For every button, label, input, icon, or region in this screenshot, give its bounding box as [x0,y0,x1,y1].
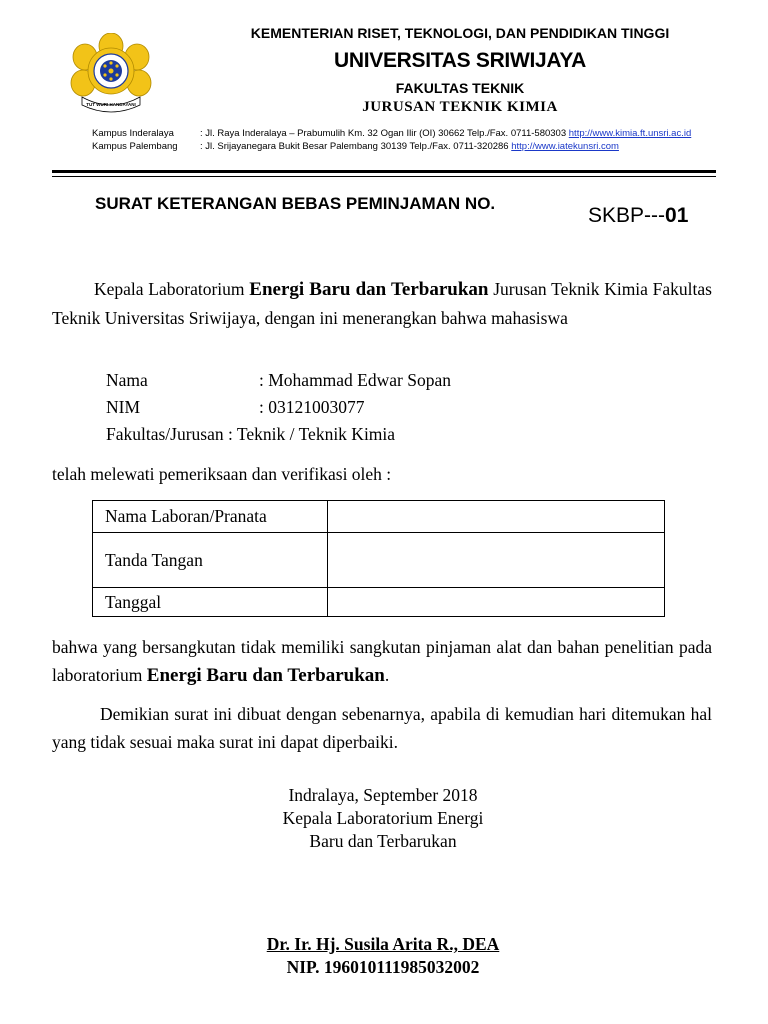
faculty-name: FAKULTAS TEKNIK [395,80,525,96]
address-line-inderalaya [92,128,691,139]
intro-paragraph [52,275,712,332]
closing-paragraph [52,700,712,756]
signer-role-line1: Kepala Laboratorium Energi [282,808,484,828]
field-fakultas [106,424,395,445]
ministry-name: KEMENTERIAN RISET, TEKNOLOGI, DAN PENDIDIKAN TINGGI [250,25,670,41]
field-label: NIM [106,397,141,417]
table-label-cell: Nama Laboran/Pranata [93,501,328,533]
verification-table [92,500,665,617]
table-row [93,533,665,588]
table-value-cell-laboran[interactable] [328,501,665,533]
field-value: : Mohammad Edwar Sopan [259,370,451,390]
number-suffix: 01 [665,204,689,227]
field-label: Fakultas/Jurusan [106,424,224,444]
document-number [588,204,688,228]
place-date: Indralaya, September 2018 [288,785,478,805]
statement-text: bahwa yang bersangkutan tidak memiliki sangkutan pinjaman alat dan bahan penelitian pada laboratorium [52,637,712,685]
statement-paragraph [52,633,712,690]
document-title: SURAT KETERANGAN BEBAS PEMINJAMAN NO. [95,194,496,213]
table-value-cell-signature[interactable] [328,533,665,588]
field-value: : 03121003077 [259,397,365,417]
address-detail: : Jl. Srijayanegara Bukit Besar Palembang 30139 Telp./Fax. 0711-320286 [200,141,512,152]
campus-label: Kampus Palembang [92,141,178,152]
field-label: Nama [106,370,148,390]
address-detail: : Jl. Raya Inderalaya – Prabumulih Km. 32 Ogan Ilir (OI) 30662 Telp./Fax. 0711-580303 [200,128,569,139]
statement-end: . [384,665,390,685]
verification-intro: telah melewati pemeriksaan dan verifikasi oleh : [52,464,392,484]
department-name: JURUSAN TEKNIK KIMIA [362,99,558,115]
intro-text-start: Kepala Laboratorium [94,279,250,299]
table-row [93,501,665,533]
website-link[interactable]: http://www.kimia.ft.unsri.ac.id [568,128,692,139]
website-link[interactable]: http://www.iatekunsri.com [511,141,619,152]
closing-text: Demikian surat ini dibuat dengan sebenarnya, apabila di kemudian hari ditemukan hal yang tidak sesuai maka surat ini dapat diperbaiki. [52,704,712,752]
table-label-cell: Tanggal [93,588,328,617]
table-label-cell: Tanda Tangan [93,533,328,588]
address-line-palembang [92,141,619,152]
field-nama [106,370,451,391]
signer-name: Dr. Ir. Hj. Susila Arita R., DEA [266,934,500,954]
lab-name: Energi Baru dan Terbarukan [146,665,385,686]
signer-nip: NIP. 196010111985032002 [286,957,480,977]
signer-role-line2: Baru dan Terbarukan [309,831,457,851]
field-value: : Teknik / Teknik Kimia [223,424,396,444]
field-nim [106,397,365,418]
table-value-cell-date[interactable] [328,588,665,617]
table-row [93,588,665,617]
number-prefix: SKBP--- [588,204,666,227]
campus-label: Kampus Inderalaya [92,128,174,139]
university-logo [66,33,156,113]
logo-ribbon-text: TUT WURI HANDAYANI [86,102,136,107]
intro-text-end: Jurusan Teknik Kimia Fakultas Teknik Universitas Sriwijaya, dengan ini menerangkan bahwa mahasiswa [52,279,712,328]
university-name: UNIVERSITAS SRIWIJAYA [334,49,586,72]
letterhead-rule-thick [52,170,716,173]
letterhead-rule-thin [52,176,716,177]
lab-name: Energi Baru dan Terbarukan [249,279,489,300]
